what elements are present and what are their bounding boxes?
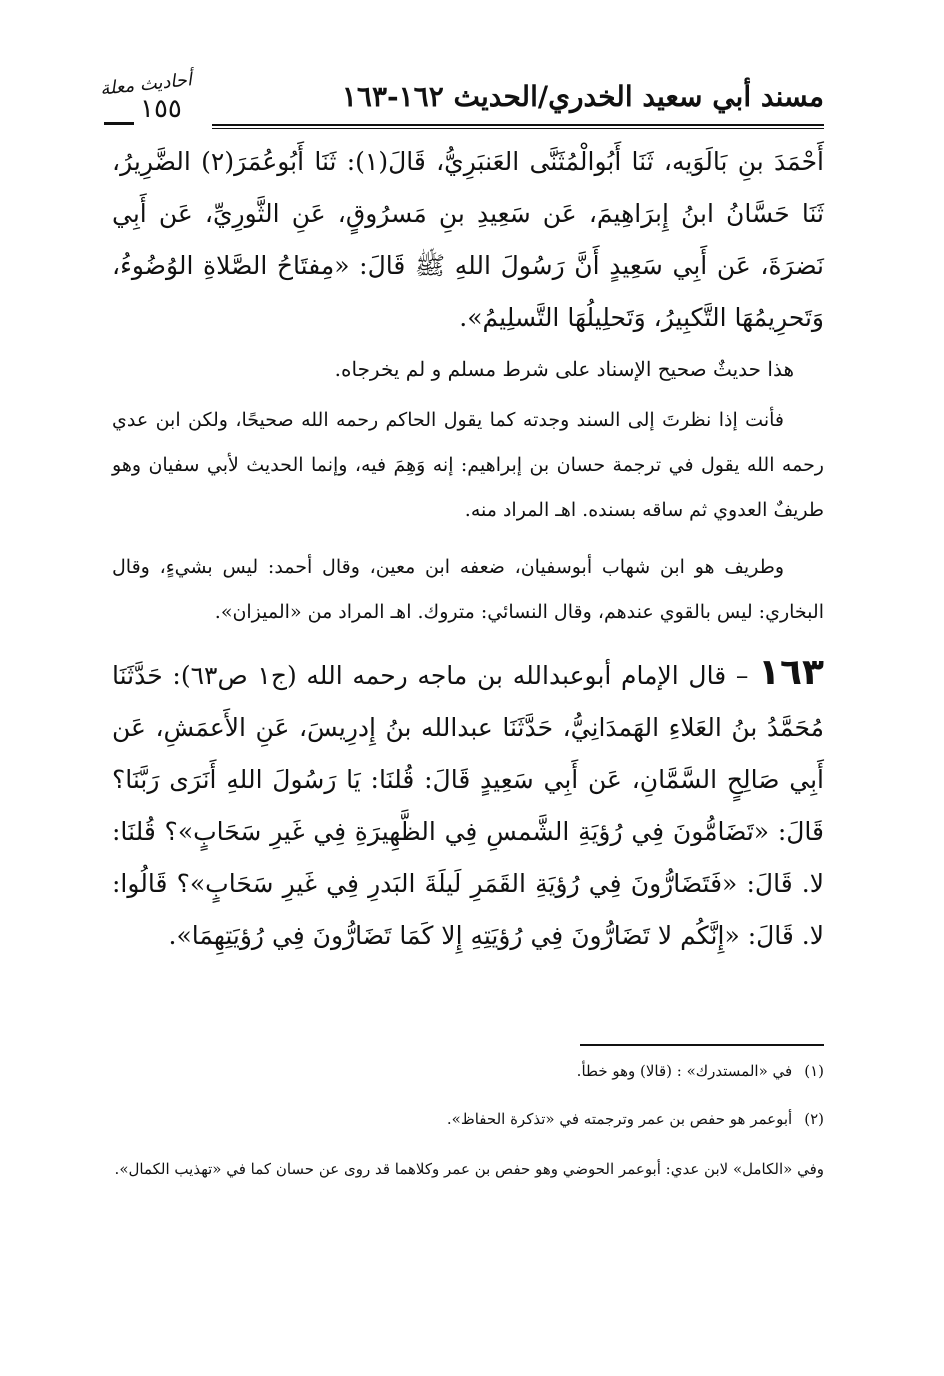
- footnotes: [112, 1058, 824, 1184]
- footnote-2: [112, 1106, 824, 1132]
- commentary-paragraph: فأنت إذا نظرتَ إلى السند وجدته كما يقول الحاكم رحمه الله صحيحًا، ولكن ابن عدي رحمه الله يقول في ترجمة حسان بن إبراهيم: إنه وَهِمَ فيه، وإنما الحديث لأبي سفيان وهو طريفٌ العدوي ثم ساقه بسنده. اهـ المراد منه.: [112, 409, 824, 521]
- hadith-163: [112, 647, 824, 962]
- commentary-paragraph-2: وطريف هو ابن شهاب أبوسفيان، ضعفه ابن معين، وقال أحمد: ليس بشيءٍ، وقال البخاري: ليس بالقوي عندهم، وقال النسائي: متروك. اهـ المراد من «الميزان».: [112, 556, 824, 623]
- header-rule: [212, 124, 824, 129]
- footnote-text: أبوعمر هو حفص بن عمر وترجمته في «تذكرة الحفاظ».: [446, 1110, 793, 1128]
- hadith-number: ١٦٣: [758, 652, 824, 693]
- running-title: مسند أبي سعيد الخدري/الحديث ١٦٢-١٦٣: [341, 80, 824, 113]
- page-header: [96, 69, 824, 128]
- footnote-text: في «المستدرك» : (قالا) وهو خطأ.: [576, 1062, 793, 1080]
- hadith-162-text: أَحْمَدَ بنِ بَالَوَيه، ثَنَا أَبُوالْمُثَنَّى العَنبَرِيُّ، قَالَ(١): ثَنَا أَبُوعُمَرَ(٢) الضَّرِيرُ، ثَنَا حَسَّانُ ابنُ إِبرَاهِيمَ، عَن سَعِيدِ بنِ مَسرُوقٍ، عَنِ الثَّورِيِّ، عَن أَبِي نَضرَةَ، عَن أَبِي سَعِيدٍ أَنَّ رَسُولَ اللهِ ﷺ قَالَ: «مِفتَاحُ الصَّلاةِ الوُضُوءُ، وَتَحرِيمُهَا التَّكبِيرُ، وَتَحلِيلُهَا التَّسلِيمُ».: [112, 147, 824, 332]
- footnote-continuation: وفي «الكامل» لابن عدي: أبوعمر الحوضي وهو حفص بن عمر وكلاهما قد روى عن حسان كما في «تهذيب الكمال».: [114, 1160, 824, 1178]
- footnote-rule: [580, 1044, 824, 1046]
- hadith-163-text: – قال الإمام أبوعبدالله بن ماجه رحمه الله (ج١ ص٦٣): حَدَّثَنَا مُحَمَّدُ بنُ العَلاءِ الهَمدَانِيُّ، حَدَّثَنَا عبدالله بنُ إِدرِيسَ، عَنِ الأَعمَشِ، عَن أَبِي صَالِحٍ السَّمَّانِ، عَن أَبِي سَعِيدٍ قَالَ: قُلنَا: يَا رَسُولَ اللهِ أَنَرَى رَبَّنَا؟ قَالَ: «تَضَامُّونَ فِي رُؤيَةِ الشَّمسِ فِي الظَّهِيرَةِ فِي غَيرِ سَحَابٍ»؟ قُلنَا: لا. قَالَ: «فَتَضَارُّونَ فِي رُؤيَةِ القَمَرِ لَيلَةَ البَدرِ فِي غَيرِ سَحَابٍ»؟ قَالُوا: لا. قَالَ: «إِنَّكُم لا تَضَارُّونَ فِي رُؤيَتِهِ إِلا كَمَا تَضَارُّونَ فِي رُؤيَتِهِمَا».: [112, 661, 824, 950]
- footnote-marker: (٢): [804, 1110, 824, 1128]
- handwritten-note: أحاديث معلة: [99, 69, 193, 100]
- footnote-marker: (١): [804, 1062, 824, 1080]
- authenticity-ruling: هذا حديثٌ صحيح الإسناد على شرط مسلم و لم يخرجاه.: [334, 357, 794, 381]
- main-text: [112, 136, 824, 962]
- footnote-1: [112, 1058, 824, 1084]
- page-number-dash: [104, 122, 134, 125]
- page-number: ١٥٥: [140, 94, 182, 124]
